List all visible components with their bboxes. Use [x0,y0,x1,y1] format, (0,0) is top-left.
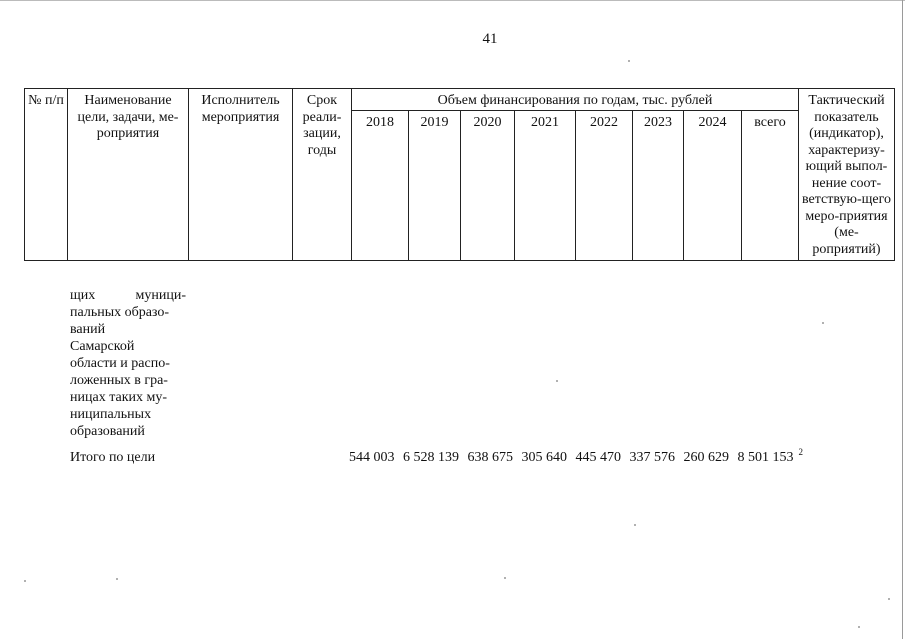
header-financing: Объем финансирования по годам, тыс. рублей [352,89,799,111]
header-number: № п/п [25,89,68,261]
scan-speck [556,380,558,382]
text-line: области и распо- [70,356,170,371]
header-year: 2021 [515,111,576,261]
page-top-edge [0,0,905,13]
text-line: пальных образо- [70,305,170,320]
scan-speck [24,580,26,582]
header-year: 2023 [633,111,684,261]
total-value: 337 576 [629,450,675,465]
text-line: ложенных в гра- [70,373,168,388]
text-line: щих муници- [70,288,186,303]
header-year: 2019 [409,111,461,261]
header-year: 2020 [461,111,515,261]
page-right-edge [902,0,903,639]
total-value: 6 528 139 [403,450,459,465]
header-executor: Исполнитель мероприятия [189,89,293,261]
text-line: ваний [70,322,106,337]
scan-speck [504,577,506,579]
text-line: ницах таких му- [70,390,168,405]
header-term: Срок реали-зации, годы [293,89,352,261]
text-line: ниципальных [70,407,152,422]
financing-table-header [24,88,895,261]
total-value: 544 003 [349,450,395,465]
text-line: образований [70,424,145,439]
scan-speck [858,626,860,628]
scan-speck [634,524,636,526]
header-year: 2018 [352,111,409,261]
header-indicator: Тактический показатель (индикатор), характеризу-ющий выпол-нение соот-ветствую-щего меро-приятия (ме-роприятий) [799,89,895,261]
total-label: Итого по цели [70,450,156,465]
total-value: 305 640 [521,450,567,465]
continued-goal-text [70,287,186,440]
footnote-marker: 2 [798,447,803,458]
total-sum-number: 8 501 153 [737,450,794,465]
scan-speck [628,60,630,62]
total-value-sum [737,447,809,465]
header-name: Наименование цели, задачи, ме-роприятия [68,89,189,261]
header-year: 2024 [684,111,742,261]
header-year: 2022 [576,111,633,261]
total-value: 260 629 [683,450,729,465]
scan-speck [116,578,118,580]
total-value: 445 470 [575,450,621,465]
scan-speck [822,322,824,324]
total-values-row [349,447,808,466]
total-value: 638 675 [467,450,513,465]
text-line: Самарской [70,339,135,354]
page-number: 41 [482,31,498,47]
header-year-total: всего [742,111,799,261]
scan-speck [888,598,890,600]
